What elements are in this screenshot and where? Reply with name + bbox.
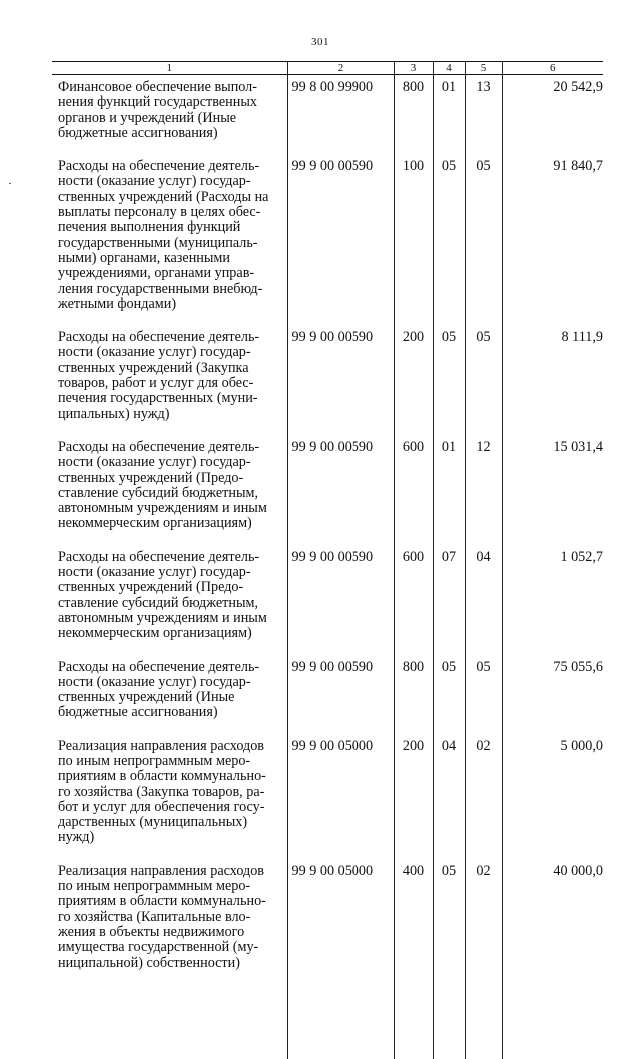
section-code: 01 [433,75,465,160]
empty-cell [287,989,394,1059]
expense-name-line: Реализация направления расходов [58,862,265,879]
expense-name-line: ственных учреждений (Расходы на [58,188,269,205]
expense-name-line: приятиям в области коммунально- [58,893,266,910]
section-code: 05 [433,660,465,739]
classification-code: 99 9 00 05000 [287,864,394,989]
expense-name-line: приятиям в области коммунально- [58,768,266,785]
table-row [52,550,603,660]
expense-name-line: жения в объекты недвижимого [58,923,245,940]
expense-name-line: ности (оказание услуг) государ- [58,344,251,361]
amount-value: 8 111,9 [561,329,603,346]
header-col-6: 6 [502,62,603,75]
section-code: 05 [433,864,465,989]
subsection-code: 05 [465,330,502,440]
expense-name-line: по иным непрограммным меро- [58,752,251,769]
expense-type-code: 800 [394,75,433,160]
expense-name [52,440,287,550]
expense-name [52,159,287,330]
table-body [52,75,603,1059]
expense-name-line: ления государственными внебюд- [58,280,263,297]
expense-type-code: 200 [394,330,433,440]
header-col-1: 1 [52,62,287,75]
expense-name-line: ципальных) нужд) [58,405,170,422]
expense-name-line: государственными (муниципаль- [58,234,258,251]
expense-name-line: ными) органами, казенными [58,249,230,266]
expense-name-line: ственных учреждений (Предо- [58,579,244,596]
section-code: 07 [433,550,465,660]
table-filler-row [52,989,603,1059]
page-number: 301 [311,36,329,48]
expense-name-line: нения функций государственных [58,94,257,111]
expense-name-line: ставление субсидий бюджетным, [58,484,259,501]
classification-code: 99 9 00 00590 [287,550,394,660]
expense-name-line: го хозяйства (Капитальные вло- [58,908,251,925]
expense-name-line: некоммерческим организациям) [58,515,252,532]
expense-name-line: Расходы на обеспечение деятель- [58,158,260,175]
header-col-3: 3 [394,62,433,75]
expense-name [52,864,287,989]
section-code: 01 [433,440,465,550]
table-row [52,864,603,989]
expense-type-code: 200 [394,739,433,864]
expense-name-line: Реализация направления расходов [58,737,265,754]
expense-name-line: ности (оказание услуг) государ- [58,673,251,690]
expense-name-line: бюджетные ассигнования) [58,124,218,141]
empty-cell [433,989,465,1059]
expense-type-code: 600 [394,550,433,660]
subsection-code: 02 [465,739,502,864]
empty-cell [502,989,603,1059]
expense-name-line: го хозяйства (Закупка товаров, ра- [58,783,265,800]
amount-value: 15 031,4 [553,438,603,455]
expense-name-line: Расходы на обеспечение деятель- [58,548,260,565]
table-row [52,660,603,739]
expense-name-line: автономным учреждениям и иным [58,609,267,626]
subsection-code: 05 [465,660,502,739]
table-row [52,440,603,550]
header-col-2: 2 [287,62,394,75]
empty-cell [52,989,287,1059]
subsection-code: 12 [465,440,502,550]
expense-name-line: товаров, работ и услуг для обес- [58,375,254,392]
classification-code: 99 9 00 00590 [287,159,394,330]
expense-name [52,660,287,739]
classification-code: 99 9 00 00590 [287,660,394,739]
expense-name-line: по иным непрограммным меро- [58,878,251,895]
expense-name-line: ставление субсидий бюджетным, [58,594,259,611]
section-code: 04 [433,739,465,864]
margin-mark [9,183,11,184]
expense-type-code: 400 [394,864,433,989]
budget-table [52,61,603,1059]
expense-name [52,75,287,160]
expense-name-line: ности (оказание услуг) государ- [58,454,251,471]
amount-value: 40 000,0 [553,862,603,879]
section-code: 05 [433,330,465,440]
empty-cell [465,989,502,1059]
amount-value: 91 840,7 [553,158,603,175]
empty-cell [394,989,433,1059]
expense-name-line: нужд) [58,829,95,846]
expense-name-line: автономным учреждениям и иным [58,500,267,517]
expense-name-line: Расходы на обеспечение деятель- [58,438,260,455]
table-row [52,75,603,160]
subsection-code: 05 [465,159,502,330]
expense-name-line: органов и учреждений (Иные [58,109,237,126]
expense-name-line: бюджетные ассигнования) [58,704,218,721]
section-code: 05 [433,159,465,330]
table-header-row [52,62,603,75]
expense-name [52,739,287,864]
classification-code: 99 9 00 00590 [287,440,394,550]
table-row [52,739,603,864]
expense-name-line: печения государственных (муни- [58,390,258,407]
expense-name-line: Расходы на обеспечение деятель- [58,329,260,346]
expense-name [52,550,287,660]
expense-name-line: ственных учреждений (Иные [58,689,235,706]
classification-code: 99 9 00 00590 [287,330,394,440]
expense-name-line: ственных учреждений (Предо- [58,469,244,486]
expense-name [52,330,287,440]
subsection-code: 02 [465,864,502,989]
expense-name-line: Расходы на обеспечение деятель- [58,658,260,675]
expense-name-line: выплаты персоналу в целях обес- [58,204,261,221]
amount-value: 1 052,7 [560,548,603,565]
expense-name-line: бот и услуг для обеспечения госу- [58,798,265,815]
expense-name-line: жетными фондами) [58,295,177,312]
amount-value: 75 055,6 [553,658,603,675]
table-row [52,330,603,440]
expense-name-line: ности (оказание услуг) государ- [58,173,251,190]
table-row [52,159,603,330]
expense-name-line: имущества государственной (му- [58,939,259,956]
classification-code: 99 8 00 99900 [287,75,394,160]
expense-name-line: дарственных (муниципальных) [58,814,248,831]
subsection-code: 13 [465,75,502,160]
expense-type-code: 800 [394,660,433,739]
expense-type-code: 600 [394,440,433,550]
expense-type-code: 100 [394,159,433,330]
expense-name-line: Финансовое обеспечение выпол- [58,79,257,95]
amount-value: 5 000,0 [560,737,603,754]
expense-name-line: печения выполнения функций [58,219,241,236]
classification-code: 99 9 00 05000 [287,739,394,864]
amount-value: 20 542,9 [553,79,603,95]
expense-name-line: некоммерческим организациям) [58,625,252,642]
expense-name-line: ственных учреждений (Закупка [58,359,249,376]
expense-name-line: ниципальной) собственности) [58,954,240,971]
header-col-4: 4 [433,62,465,75]
header-col-5: 5 [465,62,502,75]
subsection-code: 04 [465,550,502,660]
expense-name-line: ности (оказание услуг) государ- [58,564,251,581]
expense-name-line: учреждениями, органами управ- [58,265,255,282]
